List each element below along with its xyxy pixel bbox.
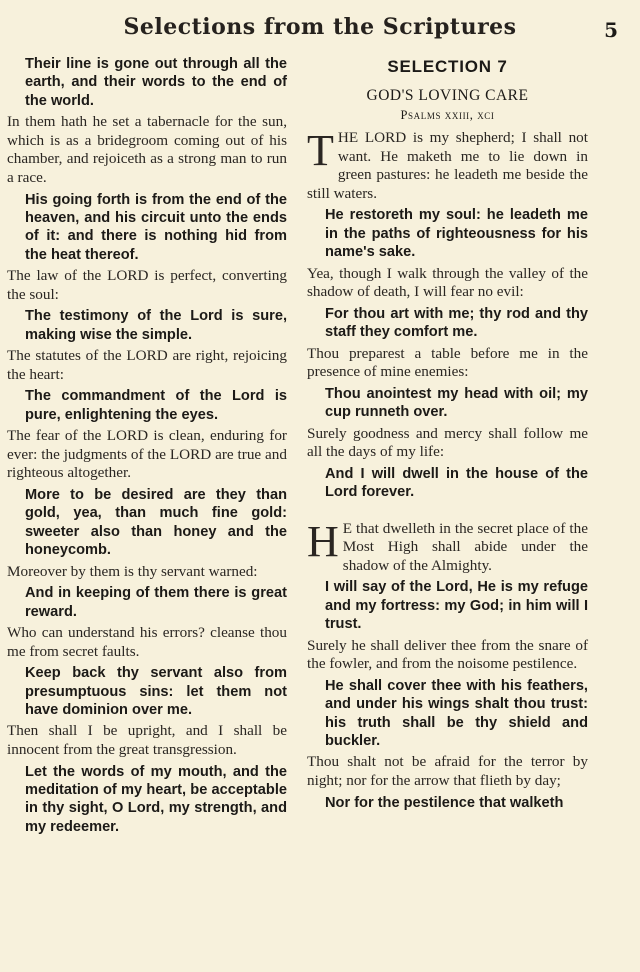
page-number: 5 [604,18,618,42]
selection-subtitle: GOD'S LOVING CARE [366,87,529,104]
reading-verse: The statutes of the LORD are right, rejoicing the heart: [7,347,287,383]
responsive-verse: Their line is gone out through all the earth, and their words to the end of the world. [25,56,287,109]
responsive-verse: For thou art with me; thy rod and thy staff they comfort me. [325,305,588,341]
reading-verse: Who can understand his errors? cleanse thou me from secret faults. [7,624,287,660]
responsive-verse: He shall cover thee with his feathers, and under his wings shalt thou trust: his truth shall be thy shield and buckler. [325,677,588,749]
responsive-verse: Let the words of my mouth, and the meditation of my heart, be acceptable in thy sight, O Lord, my strength, and my redeemer. [25,763,287,835]
responsive-verse: The testimony of the Lord is sure, making wise the simple. [25,308,287,343]
dropcap-t: T [307,126,334,175]
responsive-verse: And in keeping of them there is great reward. [25,585,287,620]
responsive-verse: I will say of the Lord, He is my refuge and my fortress: my God; in him will I trust. [325,579,588,633]
psalm-23-opening [307,126,588,203]
reading-verse: Thou shalt not be afraid for the terror by night; nor for the arrow that flieth by day; [307,753,588,789]
reading-verse: In them hath he set a tabernacle for the sun, which is as a bridegroom coming out of his chamber, and rejoiceth as a strong man to run a race. [7,113,287,186]
running-title: Selections from the Scriptures [123,14,517,40]
psalm-91-verses [307,578,588,812]
responsive-verse: Keep back thy servant also from presumptuous sins: let them not have dominion over me. [25,665,287,719]
responsive-verse: His going forth is from the end of the heaven, and his circuit unto the ends of it: and there is nothing hid from the heat thereof. [25,191,287,263]
psalm-91-opening-text: E that dwelleth in the secret place of the Most High shall abide under the shadow of the Almighty. [342,519,588,574]
psalm-23-verses [307,206,588,501]
responsive-verse: The commandment of the Lord is pure, enlightening the eyes. [25,388,287,423]
scripture-reference: Psalms xxiii, xci [400,108,495,122]
reading-verse: Thou preparest a table before me in the presence of mine enemies: [307,344,588,381]
left-column [7,55,287,839]
responsive-verse: Thou anointest my head with oil; my cup runneth over. [325,385,588,421]
reading-verse: The law of the LORD is perfect, converting the soul: [7,267,287,303]
responsive-verse: More to be desired are they than gold, yea, than much fine gold: sweeter also than honey and the honeycomb. [25,487,287,559]
reading-verse: Yea, though I walk through the valley of the shadow of death, I will fear no evil: [307,264,588,301]
reading-verse: The fear of the LORD is clean, enduring for ever: the judgments of the LORD are true and righteous altogether. [7,427,287,482]
responsive-verse: And I will dwell in the house of the Lord forever. [325,465,588,501]
reading-verse: Surely goodness and mercy shall follow me all the days of my life: [307,424,588,461]
responsive-verse: Nor for the pestilence that walketh [325,794,564,811]
reading-verse: Then shall I be upright, and I shall be innocent from the great transgression. [7,722,287,759]
page-header [0,12,640,46]
reading-verse: Moreover by them is thy servant warned: [7,562,258,580]
right-column [307,55,588,815]
dropcap-h: H [307,516,339,566]
psalm-91-opening [307,516,588,576]
responsive-verse: He restoreth my soul: he leadeth me in the paths of righteousness for his name's sake. [325,207,588,261]
reading-verse: Surely he shall deliver thee from the snare of the fowler, and from the noisome pestilence. [307,636,588,673]
psalm-23-opening-text: HE LORD is my shepherd; I shall not want. He maketh me to lie down in green pastures: he leadeth me beside the still waters. [307,129,588,202]
selection-title: SELECTION 7 [387,57,508,76]
